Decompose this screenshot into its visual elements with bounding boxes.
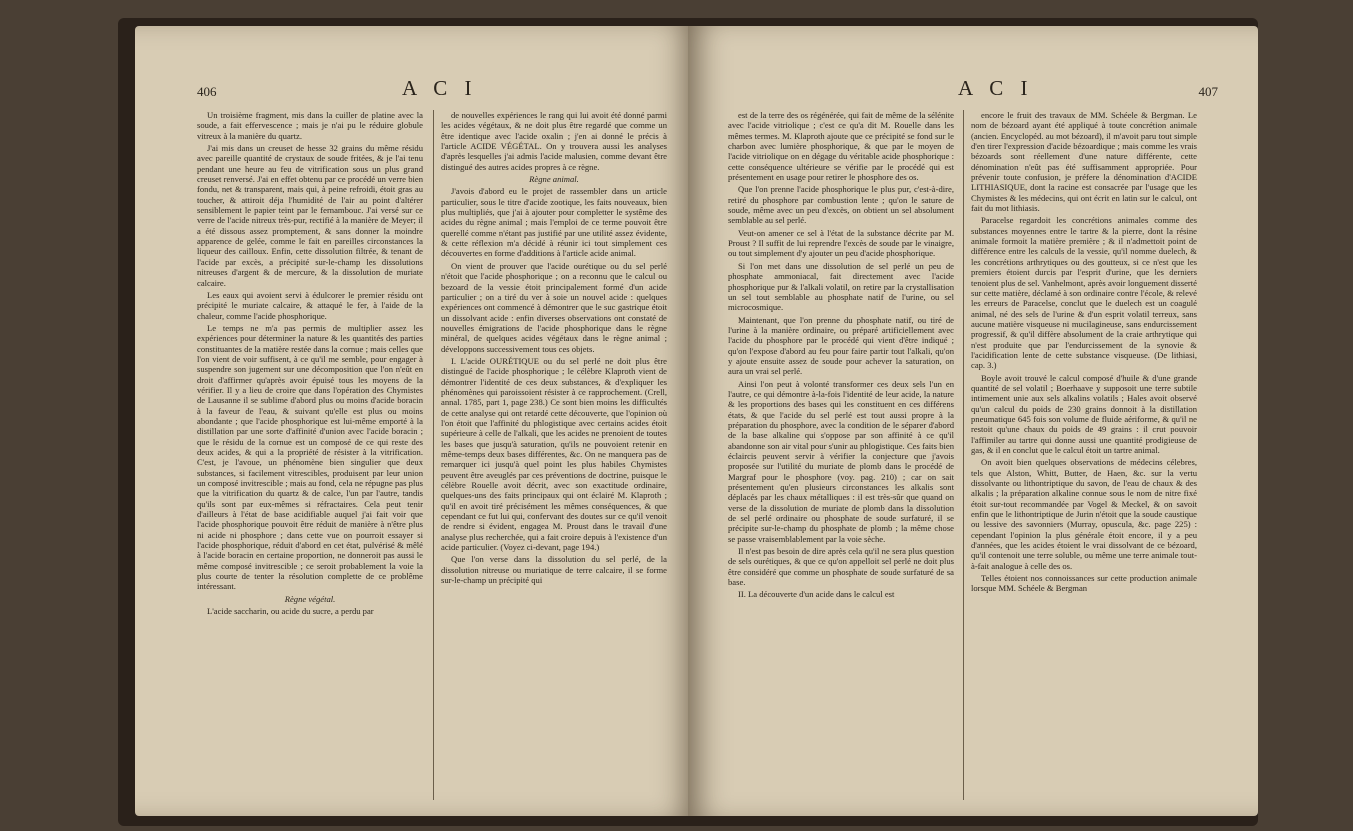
left-column-2 [441,110,667,587]
right-page [688,26,1258,816]
paragraph: Si l'on met dans une dissolution de sel perlé un peu de phosphate ammoniacal, fait directement avec l'acide phosphorique pur & l'alkali volatil, on retire par la crystallisation un sel tout semblable au phosphate natif de l'urine, ou sel microcosmique. [728,260,954,313]
left-header [197,74,677,114]
paragraph: Veut-on amener ce sel à l'état de la substance décrite par M. Proust ? Il suffit de lui reprendre l'excès de soude par le vinaigre, ou tout simplement d'y ajouter un peu d'acide phosphorique. [728,227,954,259]
paragraph: Boyle avoit trouvé le calcul composé d'huile & d'une grande quantité de sel volatil ; Boerhaave y supposoit une terre subtile intimement unie aux sels alkalins volatils ; Hales avoit observé qu'un calcul du poids de 230 grains donnoit à la distillation pneumatique 645 fois son volume de fluide aériforme, & qu'il ne restoit qu'une chaux du poids de 49 grains : il crut pouvoir l'affimiler au tartre qui donne aussi une quantité prodigieuse de gas, & il en conclut que le calcul étoit un tartre animal. [971,372,1197,455]
column-divider [963,110,964,800]
paragraph: On avoit bien quelques observations de médecins célebres, tels que Alston, Whitt, Butter, de Haen, &c. sur la vertu dissolvante ou lithontriptique du savon, de l'eau de chaux & des alkalis ; la préparation alkaline connue sous le nom de nitre fixé étoit sur-tout recommandée par Vogel & Meckel, & on savoit enfin que le lithontriptique de Jurin n'étoit que la soude caustique ou lessive des savonniers (Murray, opuscula, &c. page 225) : cependant l'opinion la plus générale étoit encore, il y a peu d'années, que les acides étoient le vrai dissolvant de ce bézoard, qu'il contenoit une terre soluble, ou même une terre animale tout-à-fait analogue à celle des os. [971,457,1197,571]
paragraph: Ainsi l'on peut à volonté transformer ces deux sels l'un en l'autre, ce qui démontre à-la-fois l'identité de leur acide, la nature & les proportions des bases qui les constituent en ces différens états, & que l'acide du sel perlé est tout aussi propre à la préparation du phosphore, avec la condition de le séparer d'abord de la base alkaline qui s'oppose par son affinité à ce qu'il abandonne son air vital pour s'unir au phlogistique. Ces faits bien éclaircis peuvent servir à vérifier la conjecture que j'avois proposée sur l'utilité du muriate de plomb dans le procédé de Margraf pour le phosphore (voy. pag. 210) ; car on sait présentement qu'en plusieurs circonstances les alkalis sont déplacés par les chaux métalliques : il est très-sûr que quand on verse de la dissolution de muriate de plomb dans la dissolution de sel perlé ordinaire ou phosphate de soude surfaturé, il se précipite sur-le-champ du phosphate de plomb ; la même chose se passe vraisemblablement par la voie sèche. [728,378,954,544]
page-number-left: 406 [197,84,217,99]
paragraph: de nouvelles expériences le rang qui lui avoit été donné parmi les acides végétaux, & ne doit plus être regardé que comme un être identique avec l'acide oxalin ; j'en ai donné le précis à l'article ACIDE VÉGÉTAL. On y trouvera aussi les analyses d'après lesquelles j'ai admis l'acide malusien, comme devant être distingué des autres acides propres à ce règne. [441,110,667,172]
paragraph: Il n'est pas besoin de dire après cela qu'il ne sera plus question de sels ourétiques, & que ce qu'on appelloit sel perlé ne doit plus être considéré que comme un phosphate de soude surfaturé de sa base. [728,546,954,588]
paragraph: J'avois d'abord eu le projet de rassembler dans un article particulier, sous le titre d'acide zootique, les faits nouveaux, bien plus multipliés, que j'ai à ajouter pour completter le systême des acides du règne animal ; mais l'emploi de ce terme pouvoit être querellé comme n'étant pas justifié par une utilité assez évidente, & cette réflexion m'a décidé à réunir ici tout simplement ces découvertes en forme d'additions à l'article acide animal. [441,186,667,259]
paragraph: est de la terre des os régénérée, qui fait de même de la sélénite avec l'acide vitriolique ; c'est ce qu'a dit M. Rouelle dans les mêmes termes. M. Klaproth ajoute que ce précipité se fond sur le charbon avec lumière phosphorique, & que par le moyen de l'acide vitriolique on en dégage du véritable acide phosphorique : cette conséquence ultérieure se vérifie par le procédé qui est présentement en usage pour retirer le phosphore des os. [728,110,954,183]
column-divider [433,110,434,800]
paragraph: encore le fruit des travaux de MM. Schéele & Bergman. Le nom de bézoard ayant été appliqué à toute concrétion animale (ancien. Encyclopéd. au mot bézoard), il m'avoit paru tout simple d'en tirer l'expression d'acide bézoardique ; mais comme les vrais bézoards sont réellement d'une nature différente, cette dénomination n'eût pas été suffisamment appropriée. Pour prévenir toute confusion, je préfere la dénomination d'ACIDE LITHIASIQUE, dont la racine est consacrée par l'usage que les Chymistes & les médecins, qui ont écrit en latin sur le calcul, ont fait du mot lithiasis. [971,110,1197,214]
paragraph: Un troisième fragment, mis dans la cuiller de platine avec la soude, a fait effervescence ; mais je n'ai pu le réduire globule vitreux à la manière du quartz. [197,110,423,141]
right-column-1 [728,110,954,602]
left-column-1 [197,110,423,619]
section-heading: Règne végétal. [284,593,336,604]
paragraph: Que l'on prenne l'acide phosphorique le plus pur, c'est-à-dire, retiré du phosphore par combustion lente ; qu'on le sature de soude, même avec un peu d'excès, on obtient un sel absolument semblable au sel perlé. [728,184,954,226]
section-heading: Règne animal. [529,174,579,185]
paragraph: On vient de prouver que l'acide ourétique ou du sel perlé n'étoit que l'acide phosphorique ; on a reconnu que le calcul ou bezoard de la vessie étoit principalement formé d'un acide particulier ; on a tiré du ver à soie un nouvel acide : quelques expériences ont commencé à démontrer que le suc gastrique étoit un dissolvant acide : enfin diverses observations ont constaté de nouvelles émigrations de l'acide phosphorique dans le règne minéral, de quelques acides végétaux dans le règne animal ; développons successivement tous ces objets. [441,260,667,354]
paragraph: I. L'acide OURÉTIQUE ou du sel perlé ne doit plus être distingué de l'acide phosphorique ; le célèbre Klaproth vient de démontrer l'identité de ces deux substances, & d'expliquer les phénomènes qui paroissoient résister à ce rapprochement. (Crell, annal. 1785, part 1, page 238.) Ce sont bien moins les difficultés de cette analyse qui ont retardé cette découverte, que l'opinion où l'on étoit que l'affinité du phlogistique avec certains acides étoit supérieure à celle de l'alkali, que les acides ne prenoient de toutes les bases que jusqu'à saturation, qu'ils ne pouvoient retenir en même-temps deux bases différentes, &c. On ne manquera pas de remarquer ici jusqu'à quel point les plus habiles Chymistes peuvent être aveuglés par ces préventions de doctrine, puisque le célèbre Rouelle avoit décrit, avec son exactitude ordinaire, quelques-uns des faits principaux qui ont éclairé M. Klaproth ; qu'il en avoit tiré précisément les mêmes conséquences, & que cependant ce fut lui qui, confervant des doutes sur ce qu'il venoit de rendre si évident, engagea M. Proust dans le travail d'une analyse plus recherchée, qui a fait croire depuis à l'existence d'un acide particulier. (Voyez ci-devant, page 194.) [441,355,667,553]
running-head-left: A C I [402,76,478,100]
paragraph: J'ai mis dans un creuset de hesse 32 grains du même résidu avec pareille quantité de crystaux de soude fritées, & je l'ai tenu pendant une heure au feu de vitrification sous un plus grand creuset renversé. J'ai en effet obtenu par ce procédé un verre bien fondu, net & transparent, mais qui, à peine refroidi, étoit gras au toucher, & attiroit déja l'humidité de l'air au point d'altérer sensiblement le papier teint par le fernambouc. J'ai versé sur ce verre de l'acide nitreux très-pur, rectifié à la manière de Meyer; il a été dissous assez promptement, & sans donner la moindre apparence de gelée, comme le fait en pareilles circonstances la liqueur des cailloux. Enfin, cette dissolution filtrée, & tenant de l'acide par excès, a précipité sur-le-champ les dissolutions nitreuses d'argent & de mercure, & la dissolution de muriate calcaire. [197,143,423,288]
paragraph: Les eaux qui avoient servi à édulcorer le premier résidu ont précipité le muriate calcaire, & attaqué le fer, à l'aide de la chaleur, comme l'acide phosphorique. [197,289,423,321]
paragraph: Maintenant, que l'on prenne du phosphate natif, ou tiré de l'urine à la manière ordinaire, ou préparé artificiellement avec l'acide du phosphore par le procédé qui vient d'être indiqué ; qu'on l'expose d'abord au feu pour faire partir tout l'alkali, qu'on y ajoute ensuite assez de soude pour achever la saturation, on aura un vrai sel perlé. [728,314,954,377]
paragraph: Paracelse regardoit les concrétions animales comme des substances moyennes entre le tartre & la pierre, dont la résine animale formoit la matière première ; & il n'admettoit point de différence entre les calculs de la vessie, qu'il nomme duelech, & les concrétions arthrytiques ou des goutteux, si ce n'est que les premiers étoient durcis par l'esprit d'urine, que les derniers tenoient plus de sel. Vanhelmont, après avoir longuement disserté sur cette matière, déclamé à son ordinaire contre l'école, & relevé les erreurs de Paracelse, conclut que le duelech est un coagulé animal, né des sels de l'urine & d'un esprit volatil terreux, sans aucune matière visqueuse ni mucilagineuse, sans endurcissement progressif, & qu'il diffère absolument de la craie arthrytique qui n'est produite que par l'endurcissement de la synovie & l'acidification lente de cette substance visqueuse. (De lithiasi, cap. 3.) [971,215,1197,371]
page-number-right: 407 [1198,84,1218,99]
right-column-2 [971,110,1197,596]
right-header [728,74,1218,114]
paragraph: Le temps ne m'a pas permis de multiplier assez les expériences pour déterminer la nature & les quantités des parties constituantes de la matière restée dans la cornue ; mais celles que l'on vient de voir suffisent, à ce qu'il me semble, pour engager à suspendre son jugement sur une décomposition que l'on n'eût en droit d'affirmer qu'après avoir épuisé tous les moyens de la vérifier. Il y a lieu de croire que dans l'opération des Chymistes de Lausanne il se sublime d'abord plus ou moins d'acide boracin à la faveur de l'eau, & suivant qu'elle est plus ou moins abondante ; que l'acide phosphorique est lui-même emporté à la distillation par une sorte d'affinité d'union avec l'acide boracin ; que le résidu de la cornue est un composé de ce qui reste des deux acides, & qui a la propriété de résister à la vitrification. C'est, je l'avoue, un phénomène bien singulier que deux substances, si facilement vitrescibles, produisent par leur union un composé invitrescible ; mais au fond, cela ne répugne pas plus que la vitrification du quartz & de calce, l'un par l'autre, tandis qu'ils sont par eux-mêmes si réfractaires. Cela peut tenir d'ailleurs à l'état de base acidifiable auquel j'ai fait voir que l'acide phosphorique pouvoit être réduit de manière à n'être plus ni acide ni phosphore ; dans cette vue on pourroit essayer si l'acide phosphorique, réduit d'abord en cet état, pulvérisé & mêlé à l'acide boracin en certaine proportion, ne donneroit pas aussi le même composé invitrescible ; ce seroit probablement la voie la plus courte de tenter la résolution complette de ce problême intéressant. [197,322,423,592]
paragraph: L'acide saccharin, ou acide du sucre, a perdu par [207,606,374,617]
paragraph: Telles étoient nos connoissances sur cette production animale lorsque MM. Schéele & Bergman [971,573,1197,594]
paragraph: II. La découverte d'un acide dans le calcul est [738,589,895,600]
paragraph: Que l'on verse dans la dissolution du sel perlé, de la dissolution nitreuse ou muriatique de terre calcaire, il se forme sur-le-champ un précipité qui [441,554,667,586]
left-page [135,26,695,816]
running-head-right: A C I [958,76,1034,100]
